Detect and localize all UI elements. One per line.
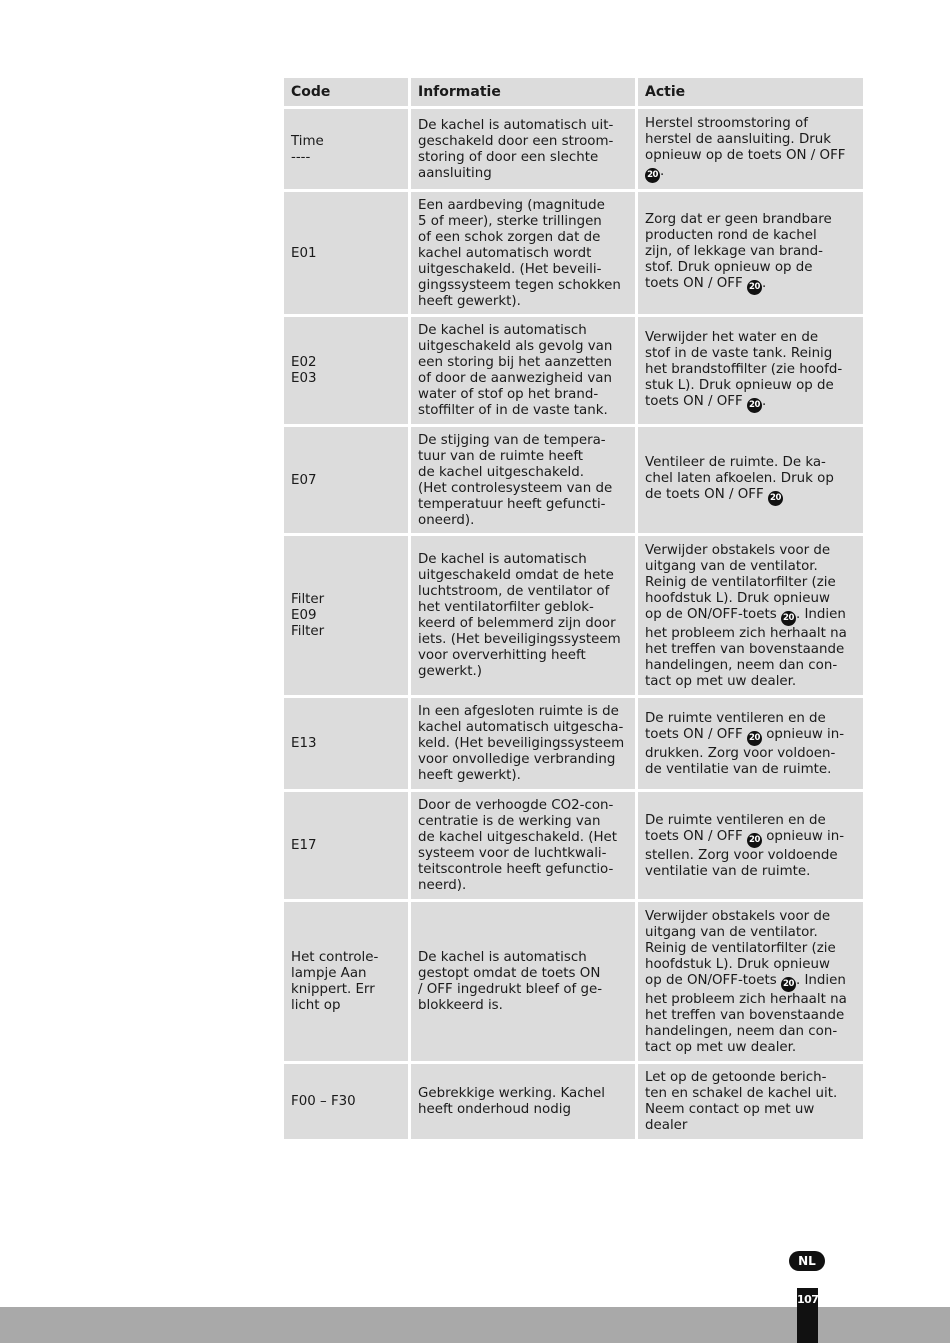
action-text bbox=[645, 711, 857, 778]
action-text-part: opnieuw in- drukken. Zorg voor voldoen- de ventilatie van de ruimte. bbox=[645, 726, 845, 777]
action-text-part: Verwijder obstakels voor de uitgang van de ventilator. Reinig de ventilatorfilter (zie hoofdstuk L). Druk opnieuw op de ON/OFF-toets bbox=[645, 542, 836, 622]
row-3-action bbox=[638, 317, 863, 424]
row-7-info: Door de verhoogde CO2-con- centratie is de werking van de kachel uitgeschakeld. (Het systeem voor de luchtkwali- teitscontrole heeft gefunctio- neerd). bbox=[411, 792, 635, 899]
button-number-badge: 20 bbox=[781, 977, 796, 992]
action-text bbox=[645, 813, 857, 880]
row-8-action bbox=[638, 902, 863, 1061]
action-text-part: Verwijder obstakels voor de uitgang van de ventilator. Reinig de ventilatorfilter (zie hoofdstuk L). Druk opnieuw op de ON/OFF-toets bbox=[645, 908, 836, 988]
row-5-info: De kachel is automatisch uitgeschakeld omdat de hete luchtstroom, de ventilator of het ventilatorfilter geblok- keerd of belemmerd zijn door iets. (Het beveiligingssysteem voor oververhitting heeft gewerkt.) bbox=[411, 536, 635, 695]
row-3-info: De kachel is automatisch uitgeschakeld als gevolg van een storing bij het aanzetten of door de aanwezigheid van water of stof op het brand- stoffilter of in de vaste tank. bbox=[411, 317, 635, 424]
action-text bbox=[645, 455, 857, 506]
row-7-code: E17 bbox=[284, 792, 408, 899]
row-7-action bbox=[638, 792, 863, 899]
action-text bbox=[645, 116, 857, 183]
row-6-info: In een afgesloten ruimte is de kachel automatisch uitgescha- keld. (Het beveiligingssysteem voor onvolledige verbranding heeft gewerkt). bbox=[411, 698, 635, 789]
button-number-badge: 20 bbox=[747, 398, 762, 413]
row-9-code: F00 – F30 bbox=[284, 1064, 408, 1139]
row-2-action bbox=[638, 192, 863, 314]
row-8-info: De kachel is automatisch gestopt omdat de toets ON / OFF ingedrukt bleef of ge- blokkeerd is. bbox=[411, 902, 635, 1061]
row-4-info: De stijging van de tempera- tuur van de ruimte heeft de kachel uitgeschakeld. (Het controlesysteem van de temperatuur heeft gefuncti- oneerd). bbox=[411, 427, 635, 533]
action-text bbox=[645, 1070, 857, 1134]
row-1-action bbox=[638, 109, 863, 189]
row-5-action bbox=[638, 536, 863, 695]
action-text bbox=[645, 212, 857, 295]
action-text bbox=[645, 543, 857, 690]
button-number-badge: 20 bbox=[645, 168, 660, 183]
row-2-info: Een aardbeving (magnitude 5 of meer), sterke trillingen of een schok zorgen dat de kachel automatisch wordt uitgeschakeld. (Het beveili- gingssysteem tegen schokken heeft gewerkt). bbox=[411, 192, 635, 314]
row-9-action bbox=[638, 1064, 863, 1139]
action-text-part: De ruimte ventileren en de toets ON / OFF bbox=[645, 710, 826, 742]
row-1-info: De kachel is automatisch uit- geschakeld door een stroom- storing of door een slechte aansluiting bbox=[411, 109, 635, 189]
action-text-part: Zorg dat er geen brandbare producten rond de kachel zijn, of lekkage van brand- stof. Druk opnieuw op de toets ON / OFF bbox=[645, 212, 832, 291]
error-code-table bbox=[284, 78, 863, 1139]
action-text bbox=[645, 330, 857, 413]
action-text-part: Verwijder het water en de stof in de vaste tank. Reinig het brandstoffilter (zie hoofd- stuk L). Druk opnieuw op de toets ON / OFF bbox=[645, 329, 843, 409]
button-number-badge: 20 bbox=[781, 611, 796, 626]
button-number-badge: 20 bbox=[747, 731, 762, 746]
action-text-part: Let op de getoonde berich- ten en schakel de kachel uit. Neem contact op met uw dealer bbox=[645, 1070, 838, 1133]
action-text-part: . bbox=[660, 164, 665, 179]
row-1-code: Time ---- bbox=[284, 109, 408, 189]
action-text-part: . Indien het probleem zich herhaalt na het treffen van bovenstaande handelingen, neem dan con- tact op met uw dealer. bbox=[645, 972, 847, 1055]
action-text-part: . bbox=[761, 393, 767, 409]
action-text-part: Ventileer de ruimte. De ka- chel laten afkoelen. Druk op de toets ON / OFF bbox=[645, 455, 834, 502]
header-actie: Actie bbox=[638, 78, 863, 106]
action-text-part: . bbox=[761, 276, 767, 291]
page-number: 107 bbox=[797, 1288, 818, 1343]
action-text-part: De ruimte ventileren en de toets ON / OFF bbox=[645, 812, 826, 844]
button-number-badge: 20 bbox=[747, 833, 762, 848]
button-number-badge: 20 bbox=[768, 491, 783, 506]
row-5-code: Filter E09 Filter bbox=[284, 536, 408, 695]
action-text-part: . Indien het probleem zich herhaalt na het treffen van bovenstaande handelingen, neem dan con- tact op met uw dealer. bbox=[645, 606, 847, 689]
row-2-code: E01 bbox=[284, 192, 408, 314]
row-4-code: E07 bbox=[284, 427, 408, 533]
action-text-part: opnieuw in- stellen. Zorg voor voldoende ventilatie van de ruimte. bbox=[645, 828, 845, 879]
row-8-code: Het controle- lampje Aan knippert. Err licht op bbox=[284, 902, 408, 1061]
language-badge: NL bbox=[789, 1251, 825, 1271]
action-text bbox=[645, 909, 857, 1056]
row-6-code: E13 bbox=[284, 698, 408, 789]
action-text-part: Herstel stroomstoring of herstel de aansluiting. Druk opnieuw op de toets ON / OFF bbox=[645, 116, 846, 163]
header-code: Code bbox=[284, 78, 408, 106]
row-6-action bbox=[638, 698, 863, 789]
row-3-code: E02 E03 bbox=[284, 317, 408, 424]
row-4-action bbox=[638, 427, 863, 533]
button-number-badge: 20 bbox=[747, 280, 762, 295]
row-9-info: Gebrekkige werking. Kachel heeft onderhoud nodig bbox=[411, 1064, 635, 1139]
header-informatie: Informatie bbox=[411, 78, 635, 106]
